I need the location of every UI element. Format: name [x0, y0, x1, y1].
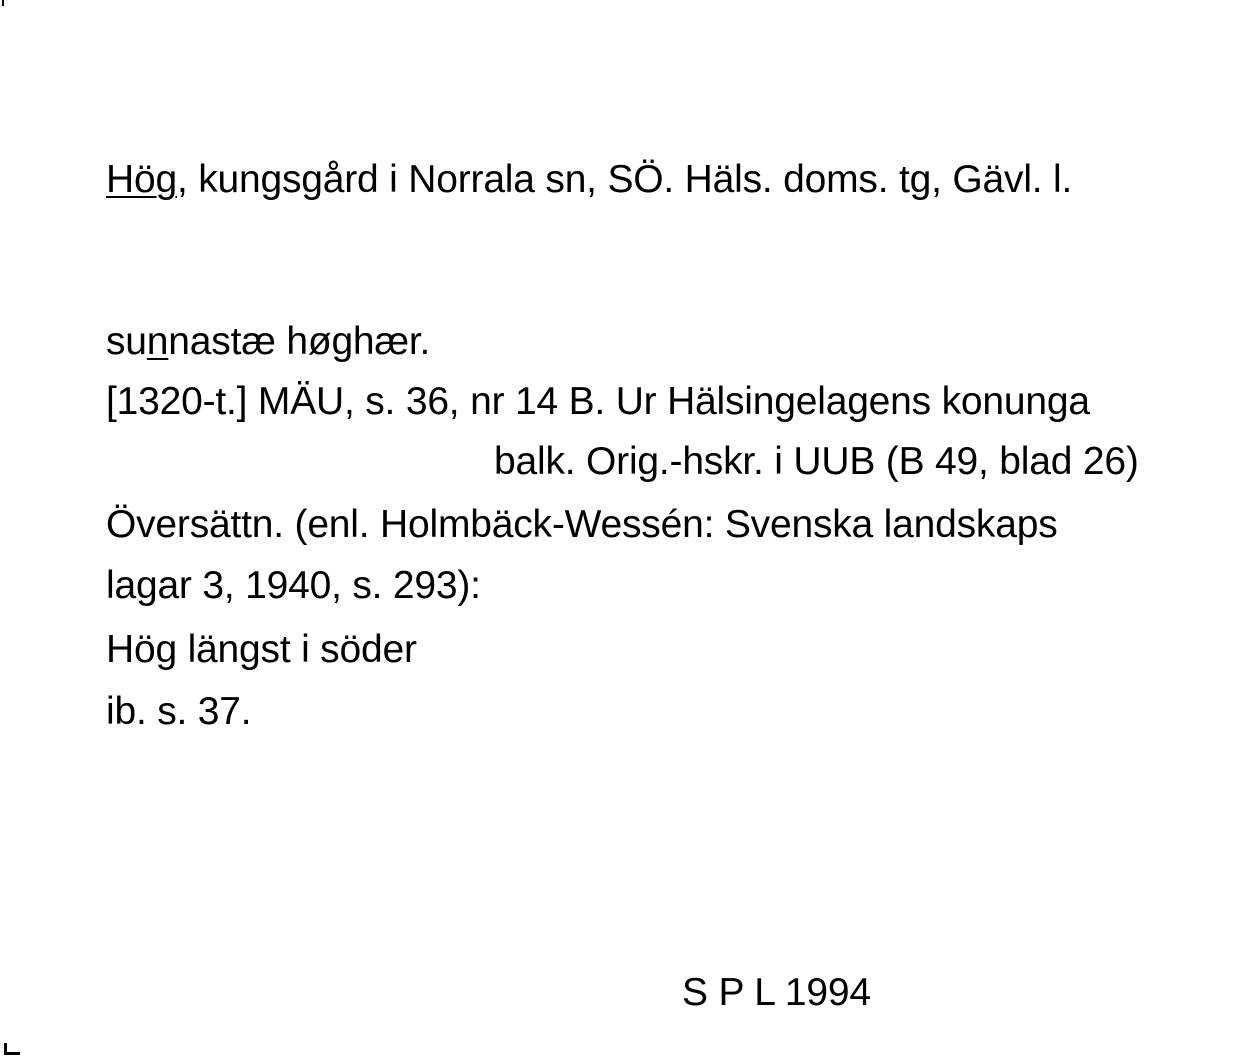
translation-line-1: Översättn. (enl. Holmbäck-Wessén: Svenska landskaps — [106, 503, 1058, 546]
translation-line-2: lagar 3, 1940, s. 293): — [106, 564, 481, 607]
ib-line: ib. s. 37. — [106, 690, 252, 733]
headline-rest: , kungsgård i Norrala sn, SÖ. Häls. doms. tg, Gävl. l. — [176, 158, 1073, 201]
corner-mark-bottom-left-h — [4, 1052, 20, 1055]
signature: S P L 1994 — [682, 971, 871, 1014]
headline — [106, 160, 1072, 199]
form-part2: nastæ høghær. — [168, 320, 431, 363]
form-underlined-letter: n — [146, 320, 169, 363]
form-line — [106, 322, 430, 361]
form-part1: su — [106, 320, 147, 363]
source-line-1: [1320-t.] MÄU, s. 36, nr 14 B. Ur Hälsingelagens konunga — [106, 380, 1090, 423]
source-line-2: balk. Orig.-hskr. i UUB (B 49, blad 26) — [494, 440, 1139, 483]
headword: Hög — [106, 158, 177, 201]
corner-mark-top-left — [2, 0, 4, 6]
translation-text: Hög längst i söder — [106, 628, 417, 671]
